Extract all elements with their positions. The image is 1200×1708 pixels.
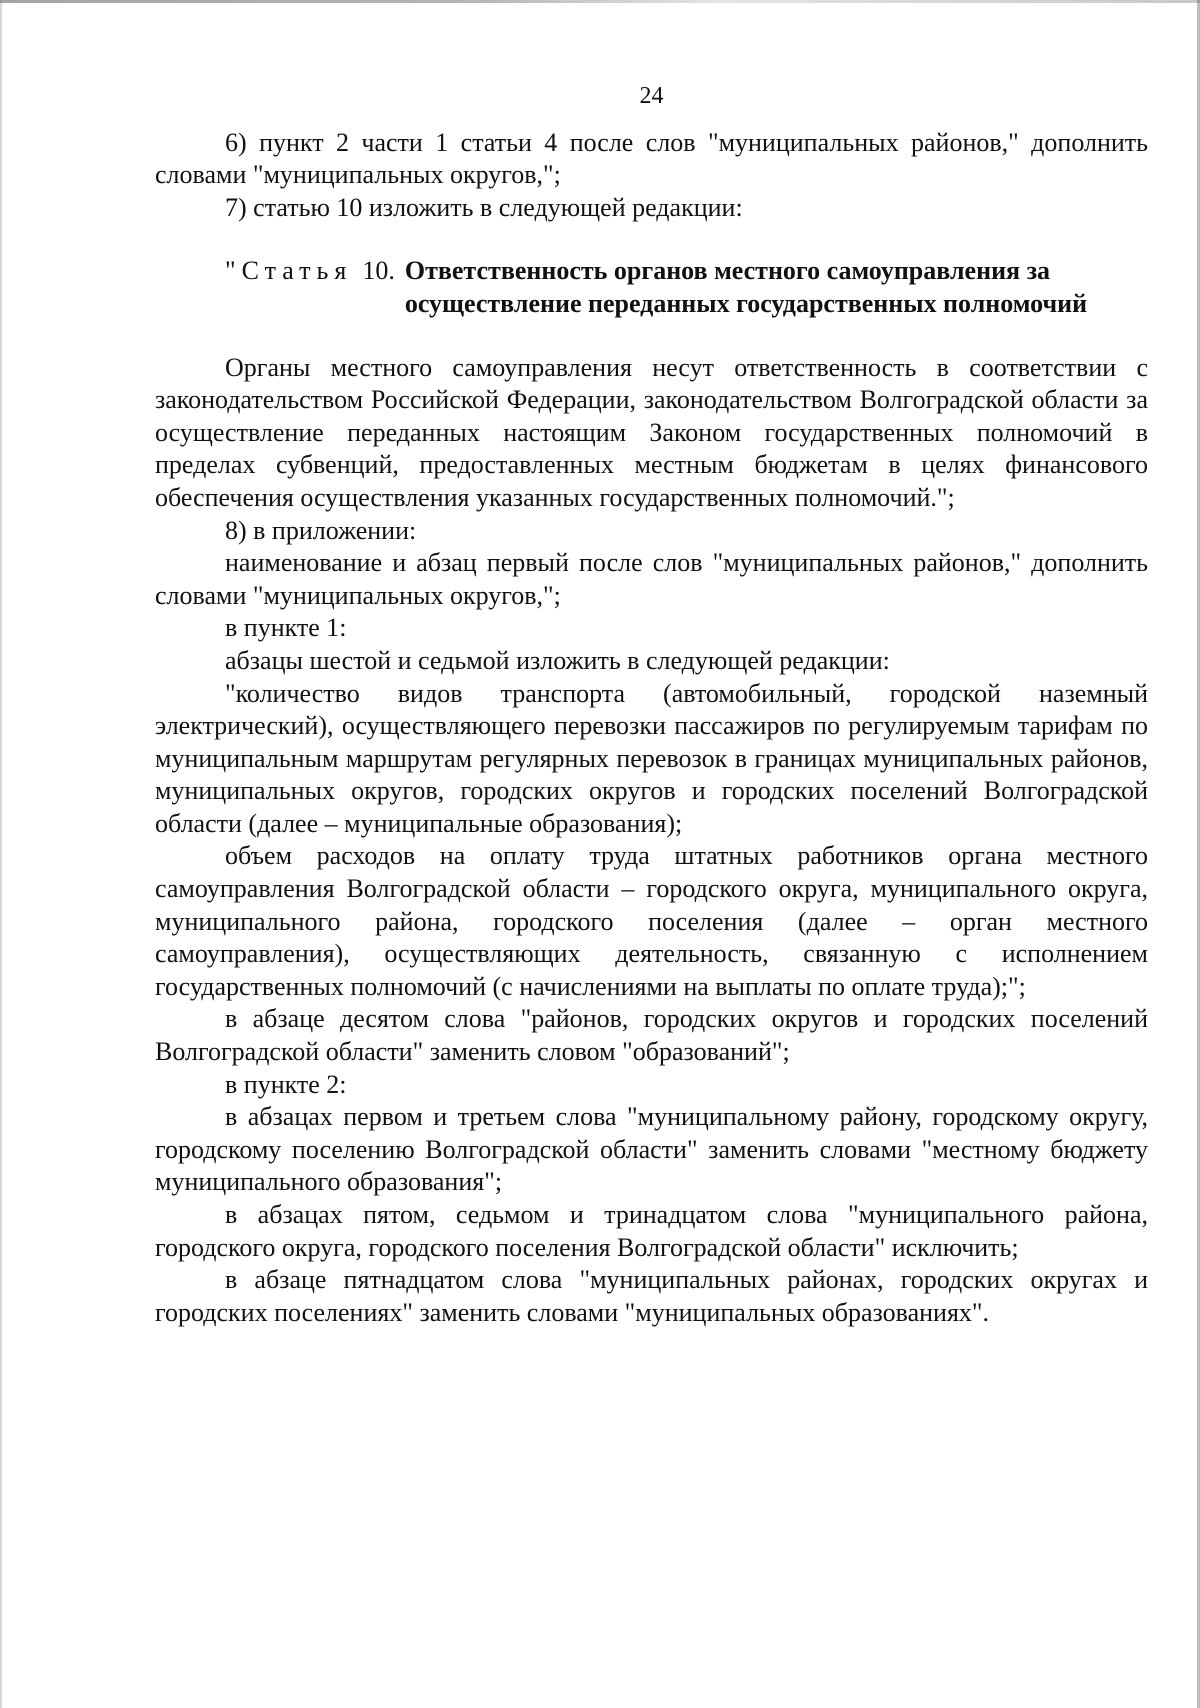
paragraph-abzats-15: в абзаце пятнадцатом слова "муниципальных районах, городских округах и городских поселениях" заменить словами "муниципальных образованиях". (155, 1265, 1148, 1327)
paragraph-labor-costs: объем расходов на оплату труда штатных работников органа местного самоуправления Волгоградской области – городского округа, муниципального округа, муниципального района, городского поселения (далее – орган местного самоуправления), осуществляющих деятельность, связанную с исполнением государственных полномочий (с начислениями на выплаты по оплате труда);"; (155, 841, 1148, 1001)
paragraph-abzatsy-6-7: абзацы шестой и седьмой изложить в следующей редакции: (225, 645, 890, 675)
paragraph-point-2: в пункте 2: (225, 1069, 347, 1099)
article-heading (225, 255, 1148, 320)
paragraph-abzatsy-5-7-13: в абзацах пятом, седьмом и тринадцатом слова "муниципального района, городского округа, городского поселения Волгоградской области" исключить; (155, 1200, 1148, 1262)
paragraph-point-1: в пункте 1: (225, 613, 347, 643)
article-number: 10. (362, 256, 395, 286)
paragraph-appendix-name: наименование и абзац первый после слов "муниципальных районов," дополнить словами "муниципальных округов,"; (155, 548, 1148, 610)
article-lead: "Статья (225, 256, 353, 286)
article-title: Ответственность органов местного самоуправления за осуществление переданных государственных полномочий (404, 256, 1088, 318)
paragraph-item-6: 6) пункт 2 части 1 статьи 4 после слов "муниципальных районов," дополнить словами "муниципальных округов,"; (155, 127, 1148, 190)
paragraph-abzatsy-1-3: в абзацах первом и третьем слова "муниципальному району, городскому округу, городскому поселению Волгоградской области" заменить словами "местному бюджету муниципального образования"; (155, 1102, 1148, 1197)
scan-edge-left (0, 0, 2, 1708)
scan-edge-top (0, 0, 1200, 3)
document-page (155, 70, 1148, 1329)
paragraph-transport-types: "количество видов транспорта (автомобильный, городской наземный электрический), осуществляющего перевозки пассажиров по регулируемым тарифам по муниципальным маршрутам регулярных перевозок в границах муниципальных районов, муниципальных округов, городских округов и городских поселений Волгоградской области (далее – муниципальные образования); (155, 678, 1148, 838)
paragraph-item-7: 7) статью 10 изложить в следующей редакции: (225, 192, 743, 222)
page-number: 24 (639, 83, 664, 109)
paragraph-abzats-10: в абзаце десятом слова "районов, городских округов и городских поселений Волгоградской области" заменить словом "образований"; (155, 1004, 1148, 1067)
paragraph-item-8: 8) в приложении: (225, 515, 417, 545)
article-body-paragraph: Органы местного самоуправления несут ответственность в соответствии с законодательством Российской Федерации, законодательством Волгоградской области за осуществление переданных настоящим Законом государственных полномочий в пределах субвенций, предоставленных местным бюджетам в целях финансового обеспечения осуществления указанных государственных полномочий."; (155, 352, 1148, 512)
